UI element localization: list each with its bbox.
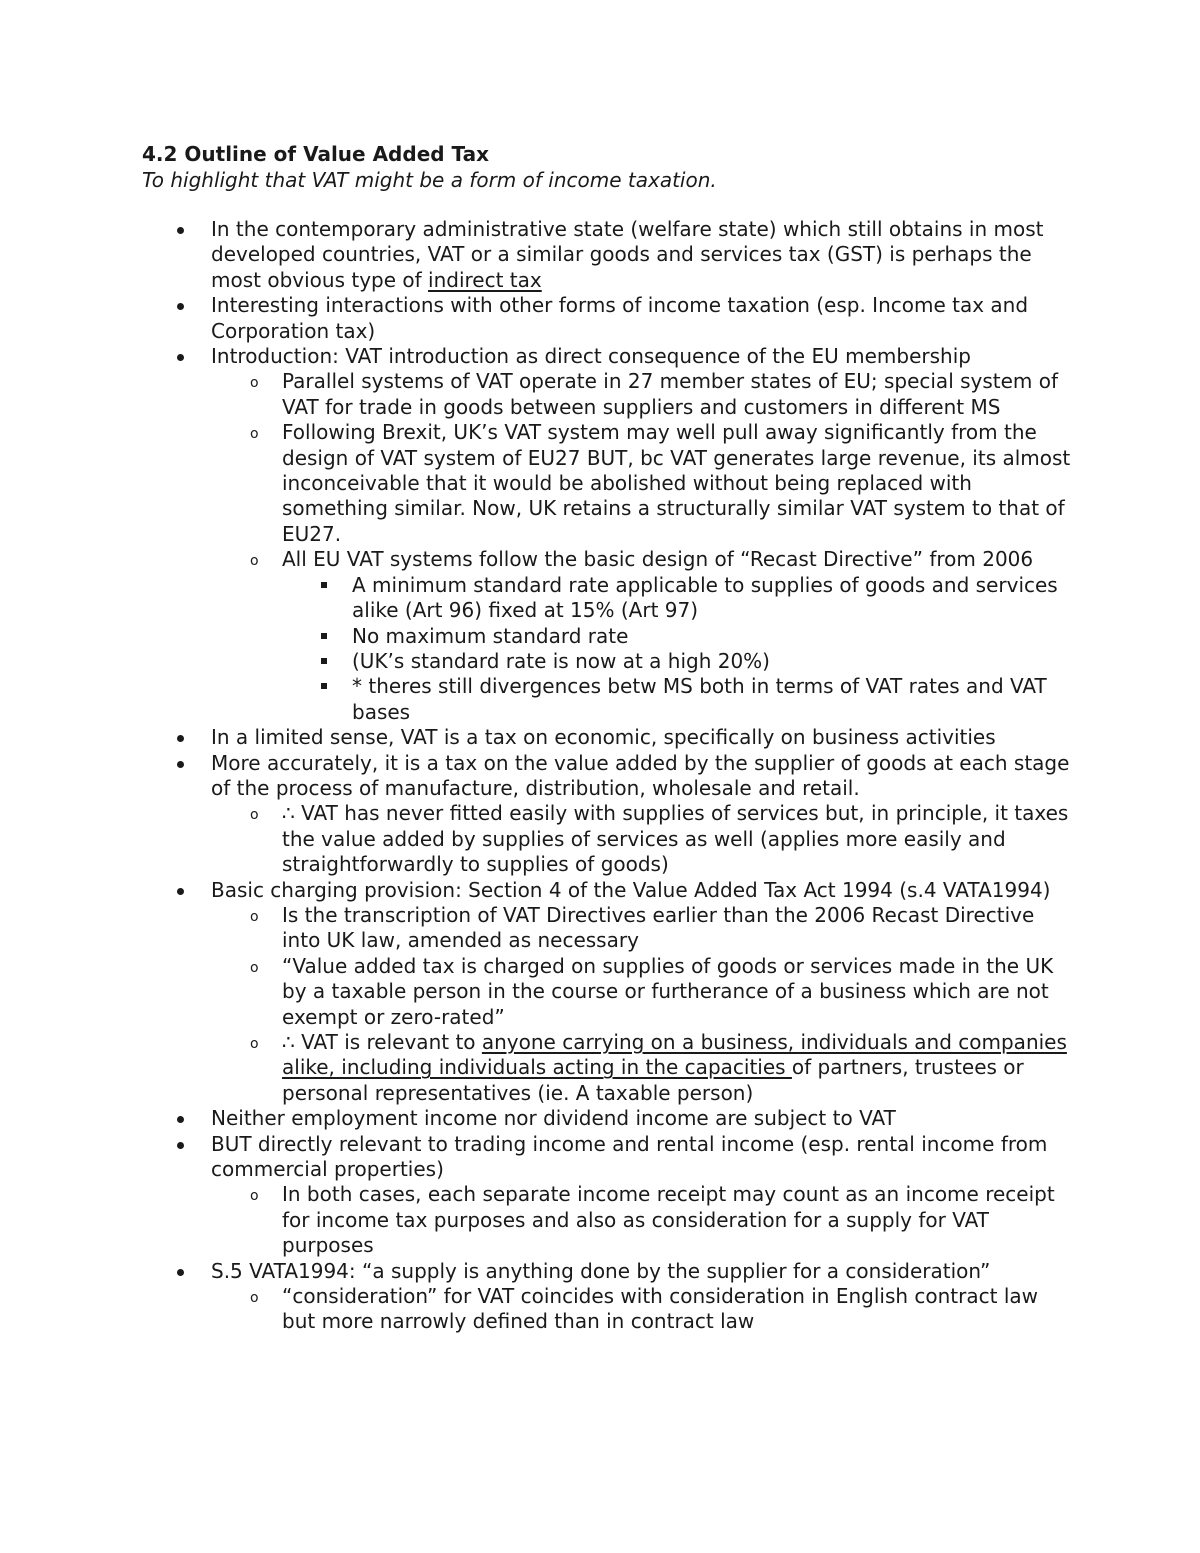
text-segment: Neither employment income nor dividend income are subject to VAT [211,1106,896,1131]
circle-bullet-marker: o [250,1188,259,1205]
circle-bullet-marker: o [250,375,259,392]
text-segment: Following Brexit, UK’s VAT system may well pull away significantly from the design of VAT system of EU27 BUT, bc VAT generates large revenue, its almost inconceivable that it would be abolished without being replaced with something similar. Now, UK retains a structurally similar VAT system to that of EU27. [282,420,1071,546]
bullet-item [0,725,1200,750]
bullet-item [0,1259,1200,1284]
text-segment: ∴ VAT has never fitted easily with supplies of services but, in principle, it taxes the value added by supplies of services as well (applies more easily and straightforwardly to supplies of goods) [282,801,1069,877]
text-segment: “Value added tax is charged on supplies of goods or services made in the UK by a taxable person in the course or furtherance of a business which are not exempt or zero-rated” [282,953,1054,1029]
bullet-text [282,954,1072,1030]
text-segment: Basic charging provision: Section 4 of the Value Added Tax Act 1994 (s.4 VATA1994) [211,877,1051,902]
bullet-text [282,1030,1072,1106]
bullet-item [0,1106,1200,1131]
bullet-text [211,1132,1071,1183]
bullet-item [0,217,1200,293]
circle-bullet-marker: o [250,553,259,570]
circle-bullet-marker: o [250,807,259,824]
text-segment: of partners, trustees or personal representatives (ie. A taxable person) [282,1055,1024,1105]
circle-bullet-marker: o [250,426,259,443]
text-segment: In both cases, each separate income receipt may count as an income receipt for income tax purposes and also as consideration for a supply for VAT purposes [282,1182,1055,1258]
bullet-text [211,1259,1071,1284]
sub-bullet-item [0,1284,1200,1335]
sub-bullet-item [0,547,1200,572]
bullet-marker [174,1132,188,1157]
bullet-list [0,217,1200,1335]
bullet-marker [174,1106,188,1131]
sub-bullet-item [0,1182,1200,1258]
text-segment: ∴ VAT is relevant to [282,1030,482,1054]
bullet-marker [174,751,188,776]
bullet-text [282,369,1072,420]
circle-bullet-marker: o [250,959,259,976]
text-segment: BUT directly relevant to trading income and rental income (esp. rental income from commercial properties) [211,1131,1048,1182]
bullet-text [282,420,1072,547]
bullet-marker [174,217,188,242]
text-segment: S.5 VATA1994: “a supply is anything done by the supplier for a consideration” [211,1258,991,1283]
sub-sub-bullet-item [0,649,1200,674]
sub-bullet-item [0,801,1200,877]
bullet-item [0,878,1200,903]
sub-bullet-item [0,420,1200,547]
section-heading: 4.2 Outline of Value Added Tax [142,142,489,166]
sub-sub-bullet-item [0,624,1200,649]
text-segment: Parallel systems of VAT operate in 27 member states of EU; special system of VAT for trade in goods between suppliers and customers in different MS [282,369,1059,419]
bullet-text [211,293,1071,344]
bullet-text [352,649,1072,674]
bullet-text [282,547,1072,572]
bullet-marker [174,293,188,318]
bullet-text [352,624,1072,649]
section-subtitle: To highlight that VAT might be a form of income taxation. [142,168,717,192]
text-segment: No maximum standard rate [352,623,629,648]
circle-bullet-marker: o [250,1290,259,1307]
bullet-text [352,674,1072,725]
sub-sub-bullet-item [0,674,1200,725]
bullet-text [211,725,1071,750]
sub-sub-bullet-item [0,573,1200,624]
text-segment: A minimum standard rate applicable to supplies of goods and services alike (Art 96) fixed at 15% (Art 97) [352,572,1058,623]
text-segment: Is the transcription of VAT Directives earlier than the 2006 Recast Directive into UK law, amended as necessary [282,902,1035,953]
bullet-text [211,1106,1071,1131]
sub-bullet-item [0,954,1200,1030]
square-bullet-marker [318,573,332,598]
bullet-text [282,1284,1072,1335]
bullet-item [0,344,1200,369]
bullet-item [0,1132,1200,1183]
bullet-text [352,573,1072,624]
text-segment: (UK’s standard rate is now at a high 20%) [352,648,770,673]
bullet-marker [174,1259,188,1284]
text-segment: In a limited sense, VAT is a tax on economic, specifically on business activities [211,725,996,750]
underlined-text: anyone carrying on a business, individuals and companies alike, including individuals acting in the capacities [282,1030,1067,1080]
text-segment: * theres still divergences betw MS both in terms of VAT rates and VAT bases [352,674,1047,724]
text-segment: Interesting interactions with other forms of income taxation (esp. Income tax and Corporation tax) [211,293,1029,343]
square-bullet-marker [318,674,332,699]
square-bullet-marker [318,649,332,674]
bullet-item [0,293,1200,344]
text-segment: All EU VAT systems follow the basic design of “Recast Directive” from 2006 [282,547,1034,572]
circle-bullet-marker: o [250,908,259,925]
underlined-text: indirect tax [428,267,542,292]
bullet-item [0,751,1200,802]
bullet-text [211,344,1071,369]
bullet-text [282,801,1072,877]
text-segment: Introduction: VAT introduction as direct consequence of the EU membership [211,344,971,369]
sub-bullet-item [0,903,1200,954]
bullet-text [211,751,1071,802]
bullet-marker [174,725,188,750]
sub-bullet-item [0,369,1200,420]
bullet-text [211,878,1071,903]
bullet-marker [174,878,188,903]
text-segment: More accurately, it is a tax on the value added by the supplier of goods at each stage of the process of manufacture, distribution, wholesale and retail. [211,750,1070,800]
bullet-text [282,1182,1072,1258]
text-segment: In the contemporary administrative state (welfare state) which still obtains in most developed countries, VAT or a similar goods and services tax (GST) is perhaps the most obvious type of [211,217,1044,292]
sub-bullet-item [0,1030,1200,1106]
bullet-marker [174,344,188,369]
bullet-text [211,217,1071,293]
bullet-text [282,903,1072,954]
circle-bullet-marker: o [250,1036,259,1052]
text-segment: “consideration” for VAT coincides with consideration in English contract law but more narrowly defined than in contract law [282,1284,1038,1334]
square-bullet-marker [318,624,332,649]
